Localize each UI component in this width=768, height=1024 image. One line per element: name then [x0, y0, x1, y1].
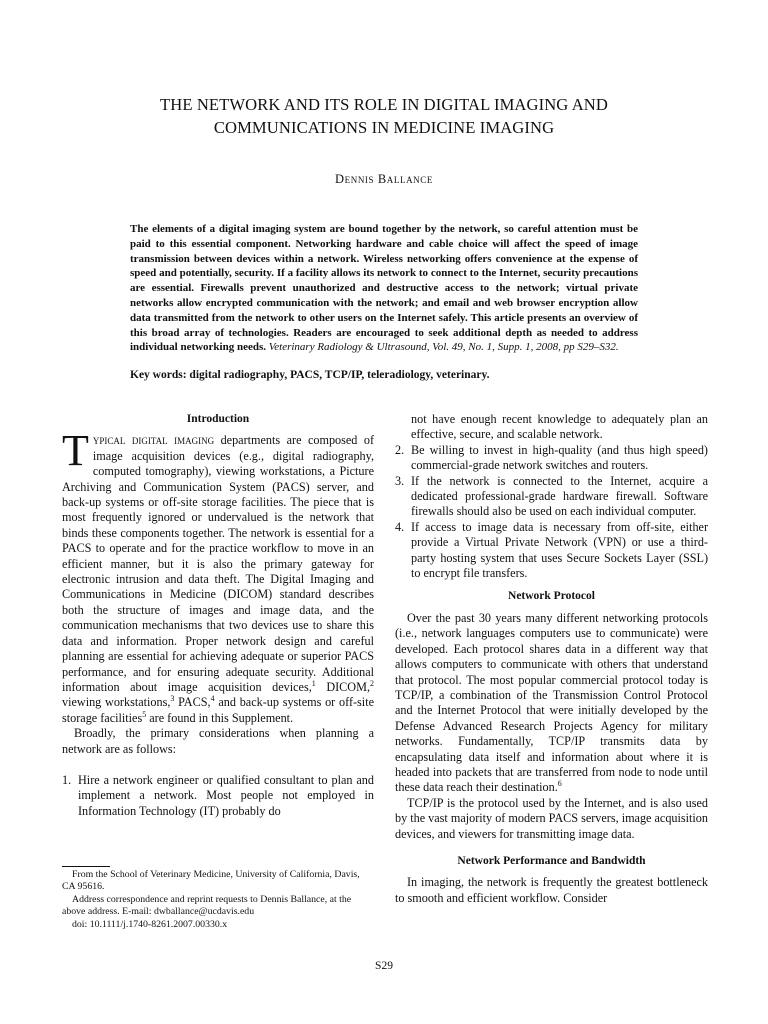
- abstract-text: The elements of a digital imaging system are bound together by the network, so careful attention must be paid to this essential component. Networking hardware and cable choice will affect the speed of image transmission between devices within a network. Wireless networking offers convenience at the expense of speed and potentially, security. If a facility allows its network to connect to the Internet, security precautions are essential. Firewalls prevent unauthorized and destructive access to the network; virtual private networks allow encrypted communication with the network; and email and web browser encryption allow data transmitted from the network to other users on the Internet safely. This article presents an overview of this broad array of technologies. Readers are encouraged to seek additional depth as needed to address individual networking needs.: [130, 223, 638, 354]
- reference-1: 1: [311, 678, 316, 688]
- left-column: [62, 412, 374, 819]
- protocol-text: Over the past 30 years many different networking protocols (i.e., network languages computers use to communicate) were developed. Each protocol shares data in a different way that allows computers to communicate with others that understand that protocol. The most popular commercial protocol today is TCP/IP, a combination of the Transmission Control Protocol and the Internet Protocol that were initially developed by the Defense Advanced Research Projects Agency for military networks. Fundamentally, TCP/IP transmits data by encapsulating data itself and information about where it is headed into packets that are transferred from node to node until these data reach their destination.: [395, 610, 708, 795]
- reference-5: 5: [142, 709, 147, 719]
- keywords-label: Key words:: [130, 369, 187, 381]
- right-column: [395, 412, 708, 906]
- author-name: Dennis Ballance: [335, 172, 433, 186]
- network-protocol-paragraph-1: [395, 611, 708, 796]
- article-title: [60, 93, 708, 139]
- network-performance-paragraph-1: In imaging, the network is frequently the greatest bottleneck to smooth and efficient workflow. Consider: [395, 875, 708, 905]
- intro-text-f: are found in this Supplement.: [146, 710, 294, 725]
- network-protocol-heading: Network Protocol: [508, 590, 595, 603]
- footnotes: [62, 869, 374, 931]
- network-protocol-paragraph-2: TCP/IP is the protocol used by the Internet, and is also used by the vast majority of modern PACS servers, image acquisition devices, and viewers for transmitting image data.: [395, 795, 708, 841]
- list-item: [395, 474, 708, 520]
- list-item: [395, 443, 708, 474]
- keywords-text: digital radiography, PACS, TCP/IP, teleradiology, veterinary.: [189, 369, 490, 381]
- page-number: S29: [375, 960, 393, 972]
- list-number: 1.: [62, 772, 72, 787]
- abstract: [130, 222, 638, 355]
- keywords: [130, 369, 638, 381]
- footnote-divider: [62, 866, 110, 867]
- intro-text-e: and back-up systems or off-site storage facilities: [62, 695, 374, 725]
- intro-text-b: DICOM,: [315, 679, 370, 694]
- list-text: If access to image data is necessary from off-site, either provide a Virtual Private Network (VPN) or use a third-party hosting system that uses Secure Sockets Layer (SSL) to encrypt file transfers.: [411, 519, 708, 581]
- considerations-list: [62, 773, 374, 819]
- intro-text-c: viewing workstations,: [62, 695, 171, 710]
- introduction-paragraph-1: [62, 426, 375, 726]
- footnote-affiliation: From the School of Veterinary Medicine, University of California, Davis, CA 95616.: [62, 869, 360, 893]
- list-number: 4.: [395, 519, 405, 534]
- list-item-continued: [395, 412, 708, 443]
- list-item: [395, 520, 708, 582]
- footnote-doi: doi: 10.1111/j.1740-8261.2007.00330.x: [72, 918, 228, 930]
- reference-3: 3: [170, 694, 175, 704]
- title-line-2: COMMUNICATIONS IN MEDICINE IMAGING: [213, 118, 555, 137]
- intro-text-a: departments are composed of image acquisition devices (e.g., digital radiography, computed tomography), viewing workstations, a Picture Archiving and Communication System (PACS) server, and back-up systems or off-site storage facilities. The piece that is most frequently ignored or undervalued is the network that binds these components together. The network is essential for a PACS to operate and for the practice workflow to move in an efficient manner, but it is also the primary gateway for electronic intrusion and data theft. The Digital Imaging and Communications in Medicine (DICOM) standard describes both the structure of images and image data, and the communication mechanisms that two devices use to share this data and information. Proper network design and careful planning are essential for achieving adequate or superior PACS performance, and for ensuring adequate security. Additional information about image acquisition devices,: [62, 433, 375, 694]
- considerations-list-continued: [395, 412, 708, 581]
- introduction-paragraph-2: Broadly, the primary considerations when planning a network are as follows:: [62, 726, 374, 756]
- introduction-heading: Introduction: [186, 413, 250, 425]
- list-number: 2.: [395, 442, 405, 457]
- smallcaps-lead: ypical digital imaging: [92, 433, 215, 448]
- list-text: If the network is connected to the Internet, acquire a dedicated professional-grade hardware firewall. Software firewalls should also be used on each individual computer.: [411, 473, 708, 519]
- drop-cap: T: [62, 426, 89, 476]
- reference-2: 2: [370, 678, 374, 688]
- intro-text-d: PACS,: [174, 695, 211, 710]
- list-text: Hire a network engineer or qualified consultant to plan and implement a network. Most people not employed in Information Technology (IT) probably do: [78, 772, 374, 818]
- list-text: Be willing to invest in high-quality (and thus high speed) commercial-grade network switches and routers.: [411, 442, 708, 473]
- list-item: [62, 773, 374, 819]
- title-line-1: THE NETWORK AND ITS ROLE IN DIGITAL IMAGING AND: [160, 95, 608, 114]
- footnote-correspondence: Address correspondence and reprint requests to Dennis Ballance, at the above address. E-mail: dwballance@ucdavis.edu: [62, 893, 352, 918]
- reference-4: 4: [210, 694, 215, 704]
- abstract-citation: Veterinary Radiology & Ultrasound, Vol. 49, No. 1, Supp. 1, 2008, pp S29–S32.: [268, 341, 619, 354]
- list-number: 3.: [395, 473, 405, 488]
- reference-6: 6: [557, 779, 562, 789]
- list-text: not have enough recent knowledge to adequately plan an effective, secure, and scalable network.: [411, 412, 708, 442]
- network-performance-heading: Network Performance and Bandwidth: [457, 854, 646, 867]
